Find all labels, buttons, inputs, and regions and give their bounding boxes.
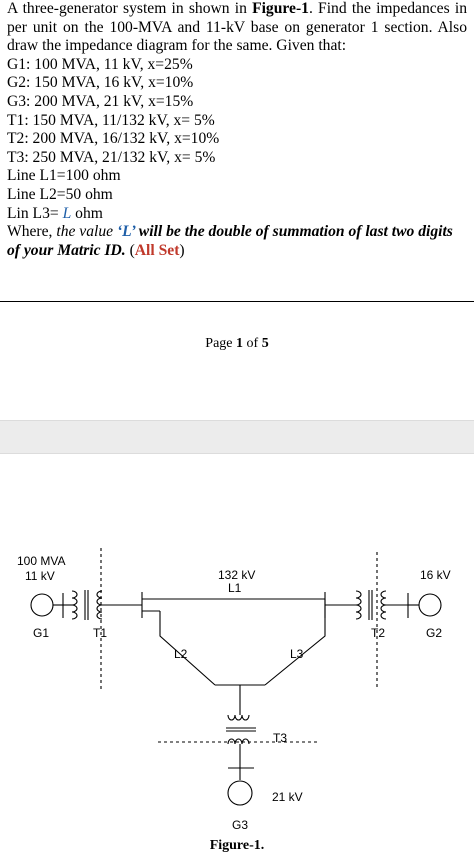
figure-reference: Figure-1 bbox=[252, 0, 309, 17]
l1-label: L1 bbox=[228, 581, 242, 595]
l2-label: L2 bbox=[174, 647, 188, 661]
g1-rating-label: 100 MVA bbox=[17, 554, 66, 568]
t3-label: T3 bbox=[273, 731, 288, 745]
question-intro bbox=[7, 0, 467, 56]
g2-label: G2 bbox=[426, 626, 443, 640]
variable-l: L bbox=[62, 204, 72, 222]
page-gap bbox=[0, 421, 474, 453]
t1-label: T1 bbox=[93, 626, 108, 640]
given-t2: T2: 200 MVA, 16/132 kV, x=10% bbox=[7, 130, 220, 148]
intro-text: A three-generator system in shown in bbox=[7, 0, 253, 17]
line-voltage-label: 132 kV bbox=[218, 568, 256, 582]
all-set-label: All Set bbox=[134, 241, 180, 259]
given-line-l3: Lin L3= L ohm bbox=[7, 204, 103, 222]
given-g3: G3: 200 MVA, 21 kV, x=15% bbox=[7, 92, 194, 110]
where-note: Where, the value ‘L’ will be the double of summation of last two digits of your Matric ID. (All Set) bbox=[7, 223, 453, 259]
line-l3 bbox=[265, 599, 325, 685]
g3-voltage-label: 21 kV bbox=[272, 790, 303, 804]
given-g2: G2: 150 MVA, 16 kV, x=10% bbox=[7, 74, 194, 92]
t1-primary-coil bbox=[72, 591, 77, 619]
variable-l-quoted: ‘L’ bbox=[116, 223, 135, 241]
given-g1: G1: 100 MVA, 11 kV, x=25% bbox=[7, 55, 193, 73]
given-line-l2: Line L2=50 ohm bbox=[7, 185, 113, 203]
figure-caption: Figure-1. bbox=[209, 838, 265, 853]
g3-generator-icon bbox=[228, 781, 252, 805]
intro-text-continued: . Find the impedances in per unit on the 100-MVA and 11-kV base on generator 1 section. Also draw the impedance diagram for the same. Given that: bbox=[7, 0, 467, 55]
t2-primary-coil bbox=[356, 591, 361, 619]
document-page-1 bbox=[0, 0, 474, 420]
g2-voltage-label: 16 kV bbox=[420, 568, 451, 582]
question-text bbox=[7, 0, 467, 260]
g1-voltage-label: 11 kV bbox=[25, 569, 55, 583]
page-number: Page 1 of 5 bbox=[205, 336, 269, 351]
given-t3: T3: 250 MVA, 21/132 kV, x= 5% bbox=[7, 148, 216, 166]
t2-secondary-coil bbox=[381, 591, 386, 619]
g1-generator-icon bbox=[31, 594, 53, 616]
separator-rule bbox=[0, 301, 474, 302]
line-l2 bbox=[160, 611, 215, 685]
l3-label: L3 bbox=[290, 647, 304, 661]
g3-label: G3 bbox=[232, 818, 249, 832]
t2-label: T2 bbox=[371, 626, 386, 640]
given-line-l1: Line L1=100 ohm bbox=[7, 167, 121, 185]
given-t1: T1: 150 MVA, 11/132 kV, x= 5% bbox=[7, 111, 215, 129]
t3-primary-coil bbox=[228, 715, 249, 720]
g1-label: G1 bbox=[33, 626, 50, 640]
figure-1-diagram bbox=[0, 530, 474, 835]
g2-generator-icon bbox=[419, 594, 441, 616]
